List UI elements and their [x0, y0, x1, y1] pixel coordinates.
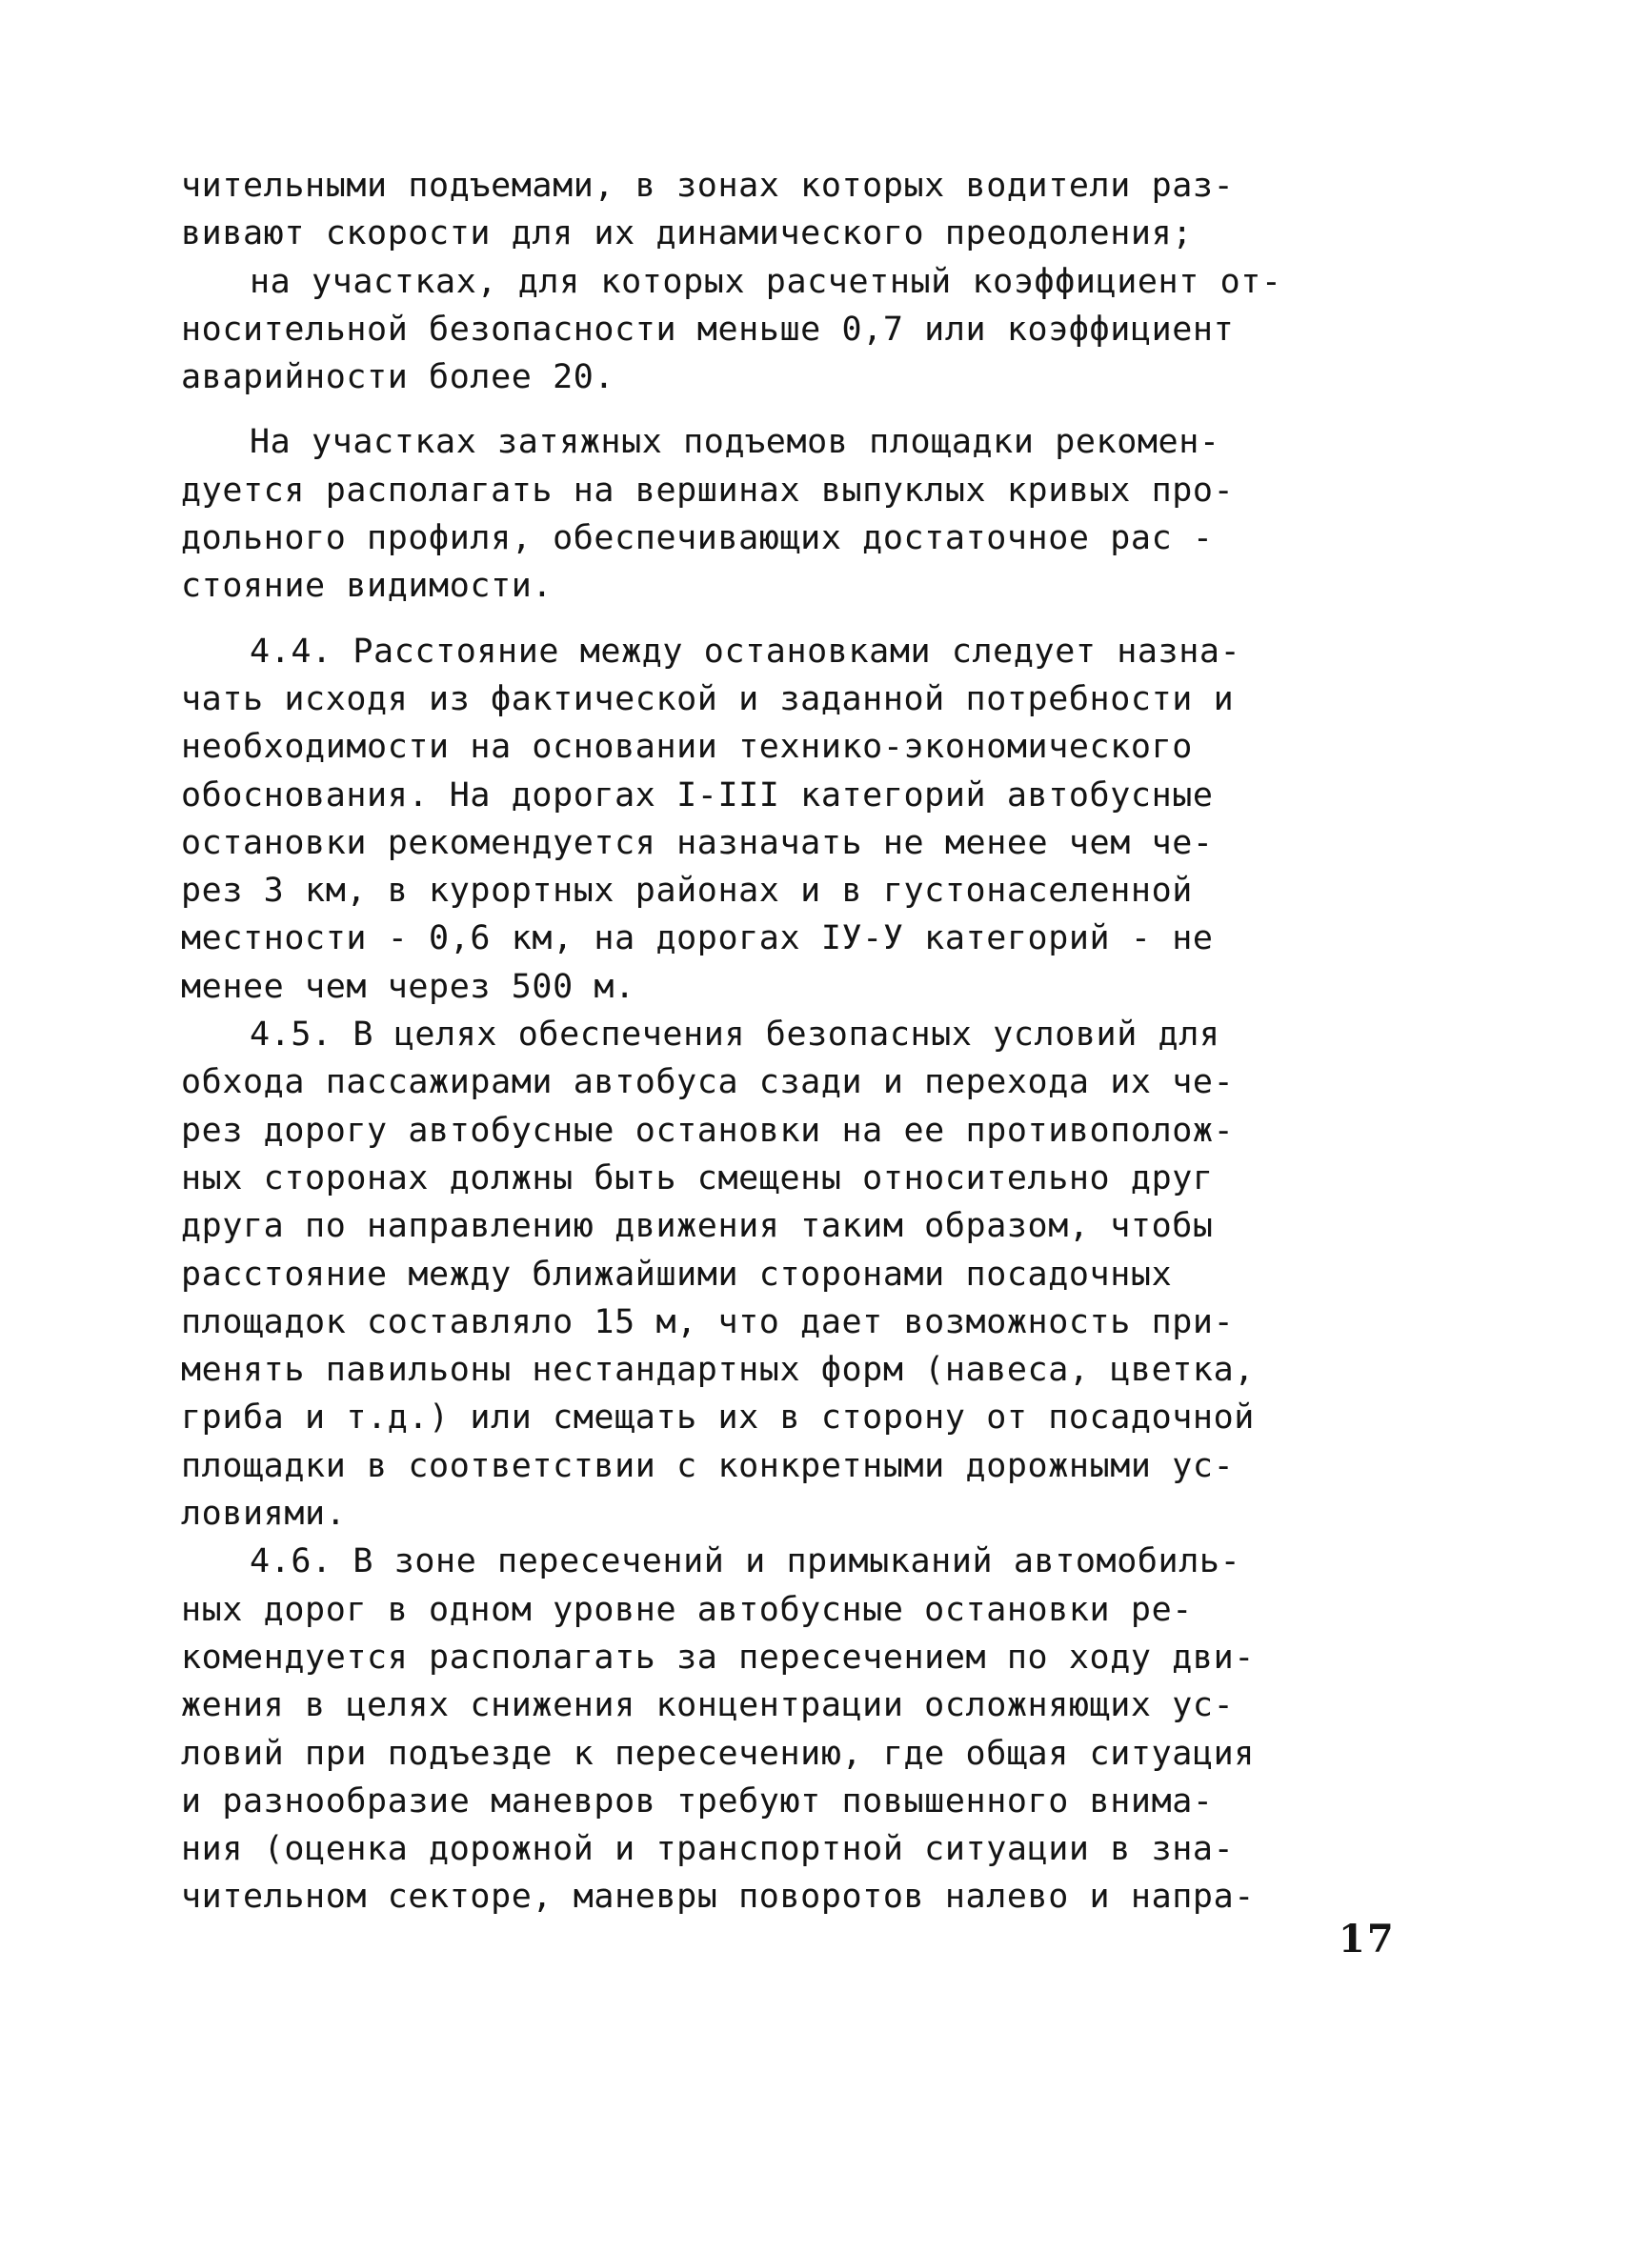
text-line: менять павильоны нестандартных форм (навеса, цветка, [181, 1351, 1255, 1390]
text-line: чать исходя из фактической и заданной потребности и [181, 679, 1235, 718]
text-line: аварийности более 20. [181, 358, 615, 397]
text-line: остановки рекомендуется назначать не менее чем че- [181, 823, 1214, 862]
text-line: дольного профиля, обеспечивающих достаточное рас - [181, 519, 1214, 558]
text-line: ных дорог в одном уровне автобусные остановки ре- [181, 1590, 1193, 1629]
text-line: площадки в соответствии с конкретными дорожными ус- [181, 1446, 1235, 1485]
text-line: 4.4. Расстояние между остановками следует назна- [250, 632, 1241, 671]
text-line: чительном секторе, маневры поворотов налево и напра- [181, 1878, 1255, 1917]
text-line: носительной безопасности меньше 0,7 или коэффициент [181, 310, 1235, 349]
page-number: 17 [1339, 1917, 1396, 1961]
body-text [181, 162, 1410, 1921]
text-line: обхода пассажирами автобуса сзади и перехода их че- [181, 1063, 1235, 1102]
text-line: менее чем через 500 м. [181, 967, 635, 1006]
text-line: обоснования. На дорогах I-III категорий автобусные [181, 775, 1214, 815]
text-line: стояние видимости. [181, 567, 554, 606]
text-line: 4.5. В целях обеспечения безопасных условий для [250, 1016, 1220, 1055]
text-line: местности - 0,6 км, на дорогах IУ-У категорий - не [181, 919, 1214, 958]
text-line: чительными подъемами, в зонах которых водители раз- [181, 167, 1235, 205]
text-line: необходимости на основании технико-экономического [181, 728, 1193, 767]
text-line: ных сторонах должны быть смещены относительно друг [181, 1158, 1214, 1197]
text-line: ловиями. [181, 1495, 347, 1534]
text-line: площадок составляло 15 м, что дает возможность при- [181, 1302, 1235, 1341]
text-line: ловий при подъезде к пересечению, где общая ситуация [181, 1734, 1255, 1773]
text-line: комендуется располагать за пересечением по ходу дви- [181, 1638, 1255, 1677]
text-line: 4.6. В зоне пересечений и примыканий автомобиль- [250, 1542, 1241, 1581]
text-line: На участках затяжных подъемов площадки рекомен- [250, 423, 1220, 462]
text-line: жения в целях снижения концентрации осложняющих ус- [181, 1686, 1235, 1725]
text-line: рез 3 км, в курортных районах и в густонаселенной [181, 872, 1193, 911]
text-line: гриба и т.д.) или смещать их в сторону от посадочной [181, 1398, 1255, 1438]
text-line: дуется располагать на вершинах выпуклых кривых про- [181, 471, 1235, 510]
text-line: вивают скорости для их динамического преодоления; [181, 214, 1193, 253]
text-line: ния (оценка дорожной и транспортной ситуации в зна- [181, 1830, 1235, 1869]
text-line: и разнообразие маневров требуют повышенного внима- [181, 1781, 1214, 1821]
text-line: на участках, для которых расчетный коэффициент от- [250, 262, 1282, 301]
text-line: друга по направлению движения таким образом, чтобы [181, 1207, 1214, 1246]
text-line: расстояние между ближайшими сторонами посадочных [181, 1255, 1173, 1294]
text-line: рез дорогу автобусные остановки на ее противополож- [181, 1111, 1235, 1150]
